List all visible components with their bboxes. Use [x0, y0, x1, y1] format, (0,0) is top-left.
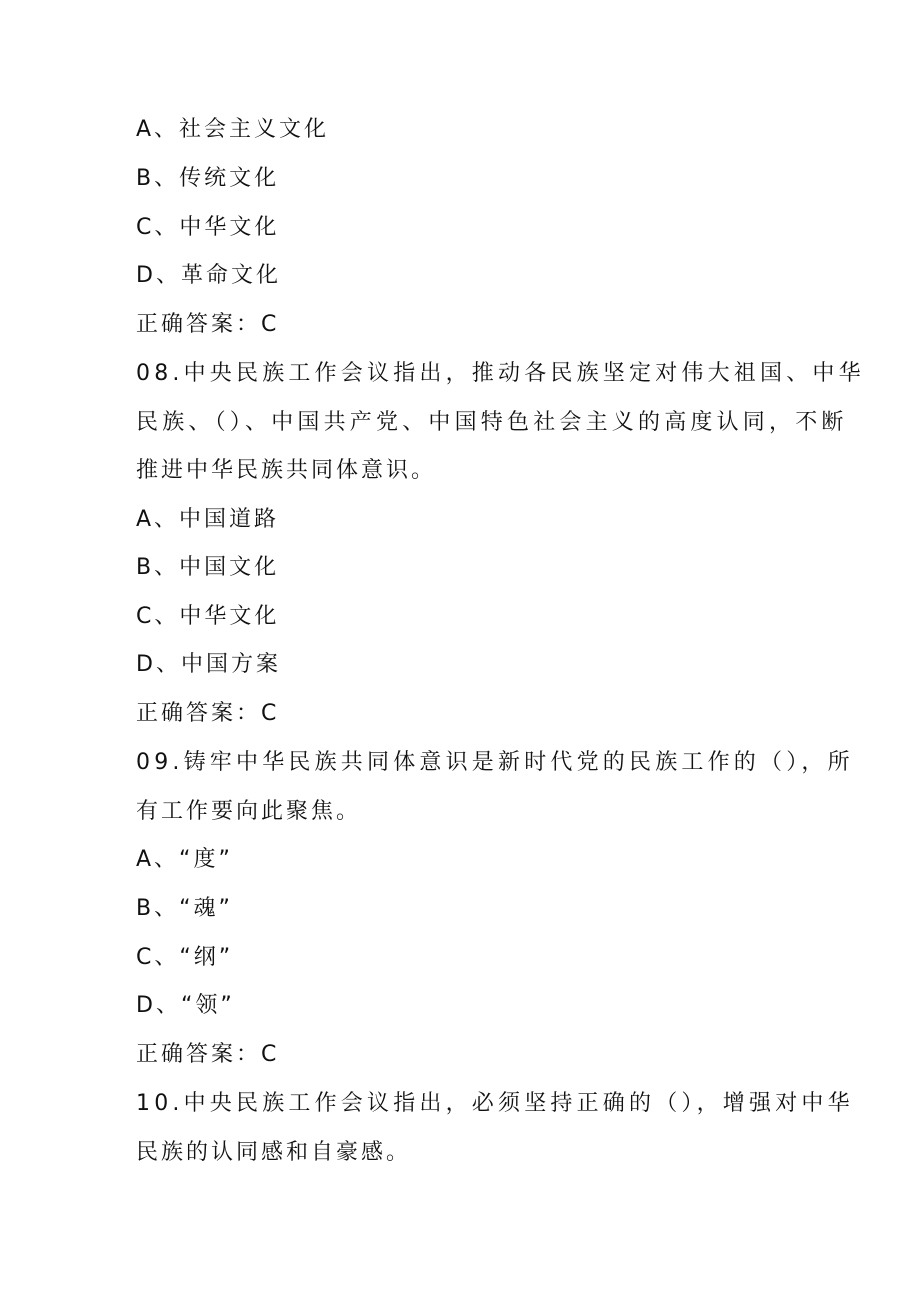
- q09-stem-line-2: 有工作要向此聚焦。: [136, 799, 362, 824]
- q08-option-b: B、中国文化: [136, 555, 280, 580]
- q09-stem-line-1: 09.铸牢中华民族共同体意识是新时代党的民族工作的（），所: [136, 750, 854, 775]
- q09-option-b: B、“魂”: [136, 896, 233, 921]
- q09-option-d: D、“领”: [136, 993, 235, 1018]
- q08-option-c: C、中华文化: [136, 604, 280, 629]
- q08-answer: 正确答案：C: [136, 701, 280, 726]
- q08-stem-line-2: 民族、（）、中国共产党、中国特色社会主义的高度认同，不断: [136, 410, 848, 435]
- q09-option-c: C、“纲”: [136, 945, 234, 970]
- q09-option-a: A、“度”: [136, 847, 233, 872]
- q08-stem-line-3: 推进中华民族共同体意识。: [136, 458, 437, 483]
- q07-option-b: B、传统文化: [136, 166, 280, 191]
- q09-answer: 正确答案：C: [136, 1042, 280, 1067]
- q07-option-d: D、革命文化: [136, 263, 281, 288]
- q07-option-a: A、社会主义文化: [136, 117, 330, 142]
- q10-stem-line-1: 10.中央民族工作会议指出，必须坚持正确的（），增强对中华: [136, 1091, 854, 1116]
- q10-stem-line-2: 民族的认同感和自豪感。: [136, 1140, 412, 1165]
- q08-option-a: A、中国道路: [136, 507, 280, 532]
- q08-option-d: D、中国方案: [136, 652, 281, 677]
- q07-option-c: C、中华文化: [136, 215, 280, 240]
- q07-answer: 正确答案：C: [136, 312, 280, 337]
- q08-stem-line-1: 08.中央民族工作会议指出，推动各民族坚定对伟大祖国、中华: [136, 361, 865, 386]
